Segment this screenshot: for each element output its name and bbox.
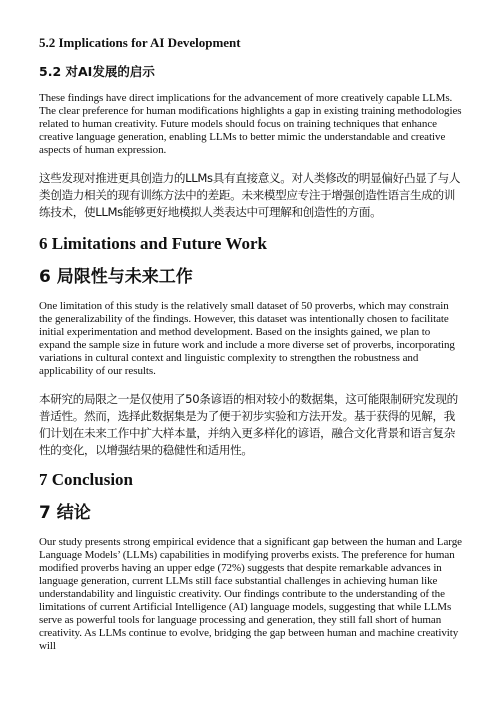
section-6-heading-cn: 6 局限性与未来工作: [39, 267, 193, 287]
section-5-2-heading-cn: 5.2 对AI发展的启示: [39, 64, 155, 79]
section-7-heading-cn: 7 结论: [39, 503, 91, 523]
section-5-2-heading-en: 5.2 Implications for AI Development: [39, 35, 241, 50]
section-5-2-paragraph-cn: 这些发现对推进更具创造力的LLMs具有直接意义。对人类修改的明显偏好凸显了与人类创造力相关的现有训练方法中的差距。未来模型应专注于增强创造性语言生成的训练技术，使LLMs能够更好地模拟人类表达中可理解和创造性的方面。: [39, 171, 461, 219]
paper-page: [39, 30, 463, 653]
section-6-paragraph-cn: 本研究的局限之一是仅使用了50条谚语的相对较小的数据集，这可能限制研究发现的普适性。然而，选择此数据集是为了便于初步实验和方法开发。基于获得的见解，我们计划在未来工作中扩大样本量，并纳入更多样化的谚语，融合文化背景和语言复杂性的变化，以增强结果的稳健性和适用性。: [39, 392, 458, 457]
section-6-paragraph-en: One limitation of this study is the relatively small dataset of 50 proverbs, which may constrain the generalizability of the findings. However, this dataset was intentionally chosen to facilitate initial experimentation and method development. Based on the insights gained, we plan to expand the sample size in future work and include a more diverse set of proverbs, incorporating variations in cultural context and linguistic complexity to strengthen the robustness and applicability of our results.: [39, 300, 455, 377]
section-7-paragraph-en: Our study presents strong empirical evidence that a significant gap between the human and Large Language Models’ (LLMs) capabilities in modifying proverbs exists. The preference for human modified proverbs having an upper edge (72%) suggests that despite remarkable advances in language generation, current LLMs still face substantial challenges in achieving human like understandability and linguistic creativity. Our findings contribute to the understanding of the limitations of current Artificial Intelligence (AI) language models, suggesting that while LLMs serve as powerful tools for language processing and generation, they still fall short of human creativity. As LLMs continue to evolve, bridging the gap between human and machine creativity will: [39, 536, 462, 652]
section-5-2-paragraph-en: These findings have direct implications for the advancement of more creatively capable LLMs. The clear preference for human modifications highlights a gap in existing training methodologies related to human creativity. Future models should focus on training techniques that enhance creative language generation, enabling LLMs to better mimic the understandable and creative aspects of human expression.: [39, 92, 462, 156]
section-6-heading-en: 6 Limitations and Future Work: [39, 234, 267, 253]
section-7-heading-en: 7 Conclusion: [39, 470, 133, 489]
